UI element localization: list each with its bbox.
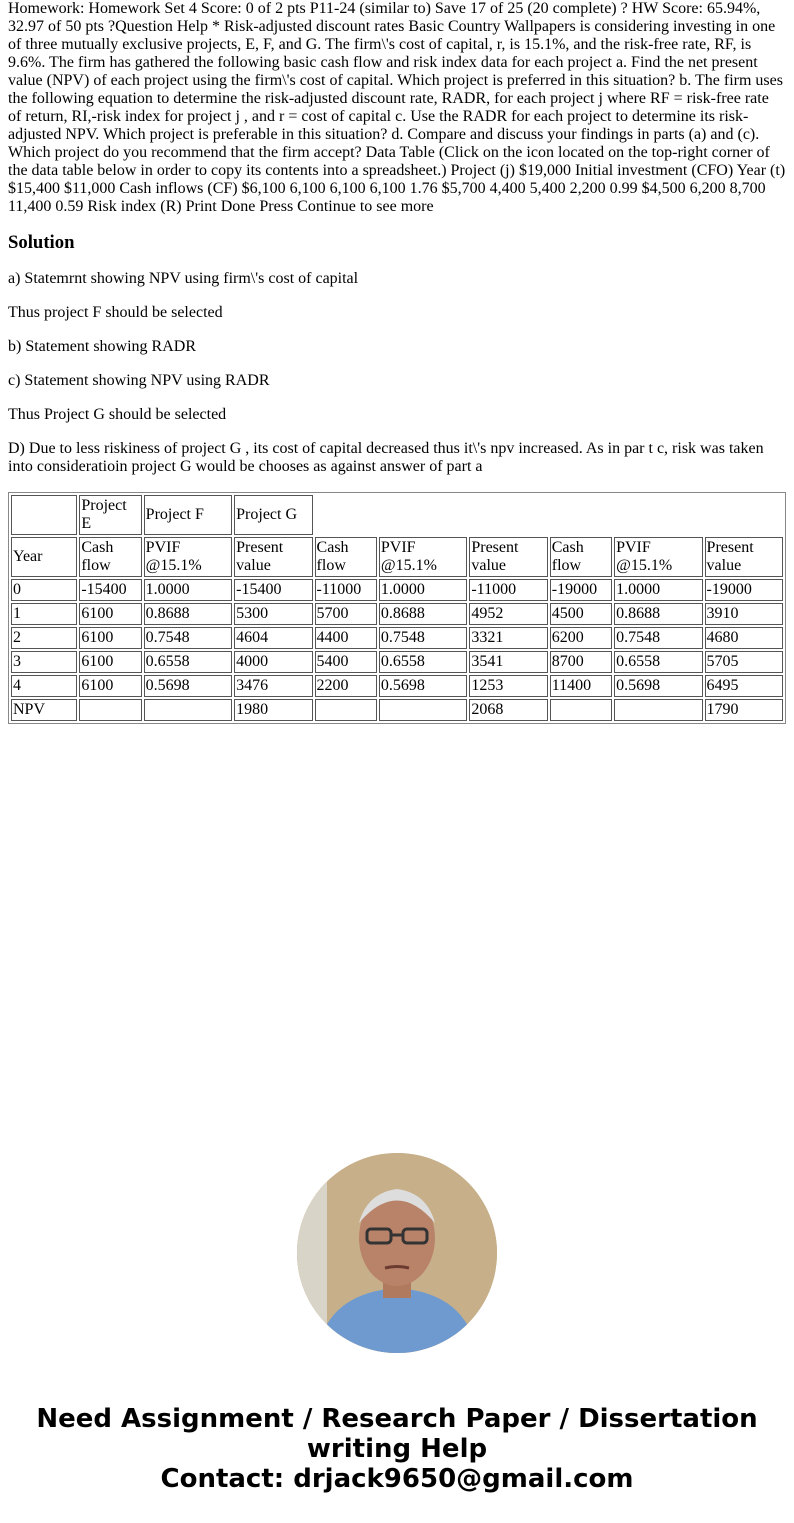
table-cell: 6495: [705, 675, 783, 697]
table-cell: -15400: [79, 579, 141, 601]
project-header-row: [11, 495, 783, 535]
column-header: Cash flow: [315, 537, 377, 577]
table-cell: 0.6558: [144, 651, 232, 673]
column-header: PVIF @15.1%: [614, 537, 702, 577]
table-cell: -15400: [234, 579, 312, 601]
table-cell: 0.7548: [144, 627, 232, 649]
table-row: [11, 699, 783, 721]
table-cell: 1980: [234, 699, 312, 721]
column-header: Cash flow: [550, 537, 612, 577]
part-b-text: b) Statement showing RADR: [8, 338, 196, 355]
table-cell: -11000: [315, 579, 377, 601]
column-header: Present value: [469, 537, 547, 577]
column-header: PVIF @15.1%: [144, 537, 232, 577]
table-cell: 2068: [469, 699, 547, 721]
part-d-text: D) Due to less riskiness of project G , its cost of capital decreased thus it\'s npv increased. As in par t c, risk was taken into consideratioin project G would be chooses as against answer of part a: [8, 440, 764, 475]
table-cell: 1.0000: [379, 579, 467, 601]
table-row: [11, 603, 783, 625]
table-cell: 4680: [705, 627, 783, 649]
table-cell: 0.6558: [379, 651, 467, 673]
table-cell: 0.5698: [144, 675, 232, 697]
table-cell: 4500: [550, 603, 612, 625]
table-cell: [315, 699, 377, 721]
table-cell: 1.0000: [144, 579, 232, 601]
table-cell: 1: [11, 603, 77, 625]
table-cell: [79, 699, 141, 721]
part-a-text: a) Statemrnt showing NPV using firm\'s cost of capital: [8, 270, 359, 287]
table-cell: 0.8688: [614, 603, 702, 625]
table-cell: 1790: [705, 699, 783, 721]
table-cell: 1253: [469, 675, 547, 697]
table-row: [11, 627, 783, 649]
table-cell: -19000: [550, 579, 612, 601]
table-cell: 4604: [234, 627, 312, 649]
table-cell: [144, 699, 232, 721]
table-cell: NPV: [11, 699, 77, 721]
column-header: Present value: [234, 537, 312, 577]
table-cell: 3321: [469, 627, 547, 649]
table-cell: -11000: [469, 579, 547, 601]
table-cell: 4952: [469, 603, 547, 625]
table-cell: 3910: [705, 603, 783, 625]
header-cell: Project E: [79, 495, 141, 535]
promo-line: Need Assignment / Research Paper / Dissertation writing Help: [36, 1404, 758, 1464]
table-cell: 0.7548: [614, 627, 702, 649]
column-header: PVIF @15.1%: [379, 537, 467, 577]
table-cell: 4000: [234, 651, 312, 673]
table-row: [11, 651, 783, 673]
table-cell: 6100: [79, 651, 141, 673]
header-cell: Project F: [144, 495, 232, 535]
table-cell: [379, 699, 467, 721]
table-cell: 6100: [79, 603, 141, 625]
npv-table: [8, 492, 786, 724]
table-cell: -19000: [705, 579, 783, 601]
solution-heading: Solution: [8, 232, 75, 253]
contact-line: Contact: drjack9650@gmail.com: [160, 1464, 634, 1494]
person-photo-icon: [297, 1153, 497, 1353]
table-cell: 0.7548: [379, 627, 467, 649]
table-cell: 5700: [315, 603, 377, 625]
table-cell: 1.0000: [614, 579, 702, 601]
table-cell: 5400: [315, 651, 377, 673]
table-cell: 5705: [705, 651, 783, 673]
table-cell: 3476: [234, 675, 312, 697]
table-cell: 5300: [234, 603, 312, 625]
table-row: [11, 579, 783, 601]
table-cell: 3: [11, 651, 77, 673]
table-cell: 0: [11, 579, 77, 601]
column-header: Year: [11, 537, 77, 577]
table-cell: 4400: [315, 627, 377, 649]
header-cell: Project G: [234, 495, 312, 535]
table-cell: 0.5698: [614, 675, 702, 697]
table-cell: [550, 699, 612, 721]
column-header: Cash flow: [79, 537, 141, 577]
table-cell: 0.5698: [379, 675, 467, 697]
table-cell: [614, 699, 702, 721]
table-cell: 6200: [550, 627, 612, 649]
part-c-text: c) Statement showing NPV using RADR: [8, 372, 270, 389]
header-cell: [11, 495, 77, 535]
table-cell: 6100: [79, 627, 141, 649]
table-cell: 0.8688: [144, 603, 232, 625]
column-header-row: [11, 537, 783, 577]
table-cell: 2: [11, 627, 77, 649]
part-a-conclusion: Thus project F should be selected: [8, 304, 223, 321]
table-cell: 3541: [469, 651, 547, 673]
table-cell: 4: [11, 675, 77, 697]
table-cell: 2200: [315, 675, 377, 697]
author-avatar: [297, 1153, 497, 1353]
table-cell: 0.6558: [614, 651, 702, 673]
table-row: [11, 675, 783, 697]
table-cell: 11400: [550, 675, 612, 697]
promo-footer: [0, 1404, 794, 1494]
table-cell: 8700: [550, 651, 612, 673]
table-cell: 0.8688: [379, 603, 467, 625]
table-cell: 6100: [79, 675, 141, 697]
part-c-conclusion: Thus Project G should be selected: [8, 406, 227, 423]
column-header: Present value: [705, 537, 783, 577]
question-text: Homework: Homework Set 4 Score: 0 of 2 pts P11-24 (similar to) Save 17 of 25 (20 complete) ? HW Score: 65.94%, 32.97 of 50 pts ?Question Help * Risk-adjusted discount rates Basic Country Wallpapers is considering investing in one of three mutually exclusive projects, E, F, and G. The firm\'s cost of capital, r, is 15.1%, and the risk-free rate, RF, is 9.6%. The firm has gathered the following basic cash flow and risk index data for each project a. Find the net present value (NPV) of each project using the firm\'s cost of capital. Which project is preferred in this situation? b. The firm uses the following equation to determine the risk-adjusted discount rate, RADR, for each project j where RF = risk-free rate of return, RI,-risk index for project j , and r = cost of capital c. Use the RADR for each project to determine its risk-adjusted NPV. Which project is preferable in this situation? d. Compare and discuss your findings in parts (a) and (c). Which project do you recommend that the firm accept? Data Table (Click on the icon located on the top-right corner of the data table below in order to copy its contents into a spreadsheet.) Project (j) $19,000 Initial investment (CFO) Year (t) $15,400 $11,000 Cash inflows (CF) $6,100 6,100 6,100 6,100 1.76 $5,700 4,400 5,400 2,200 0.99 $4,500 6,200 8,700 11,400 0.59 Risk index (R) Print Done Press Continue to see more: [8, 0, 786, 215]
